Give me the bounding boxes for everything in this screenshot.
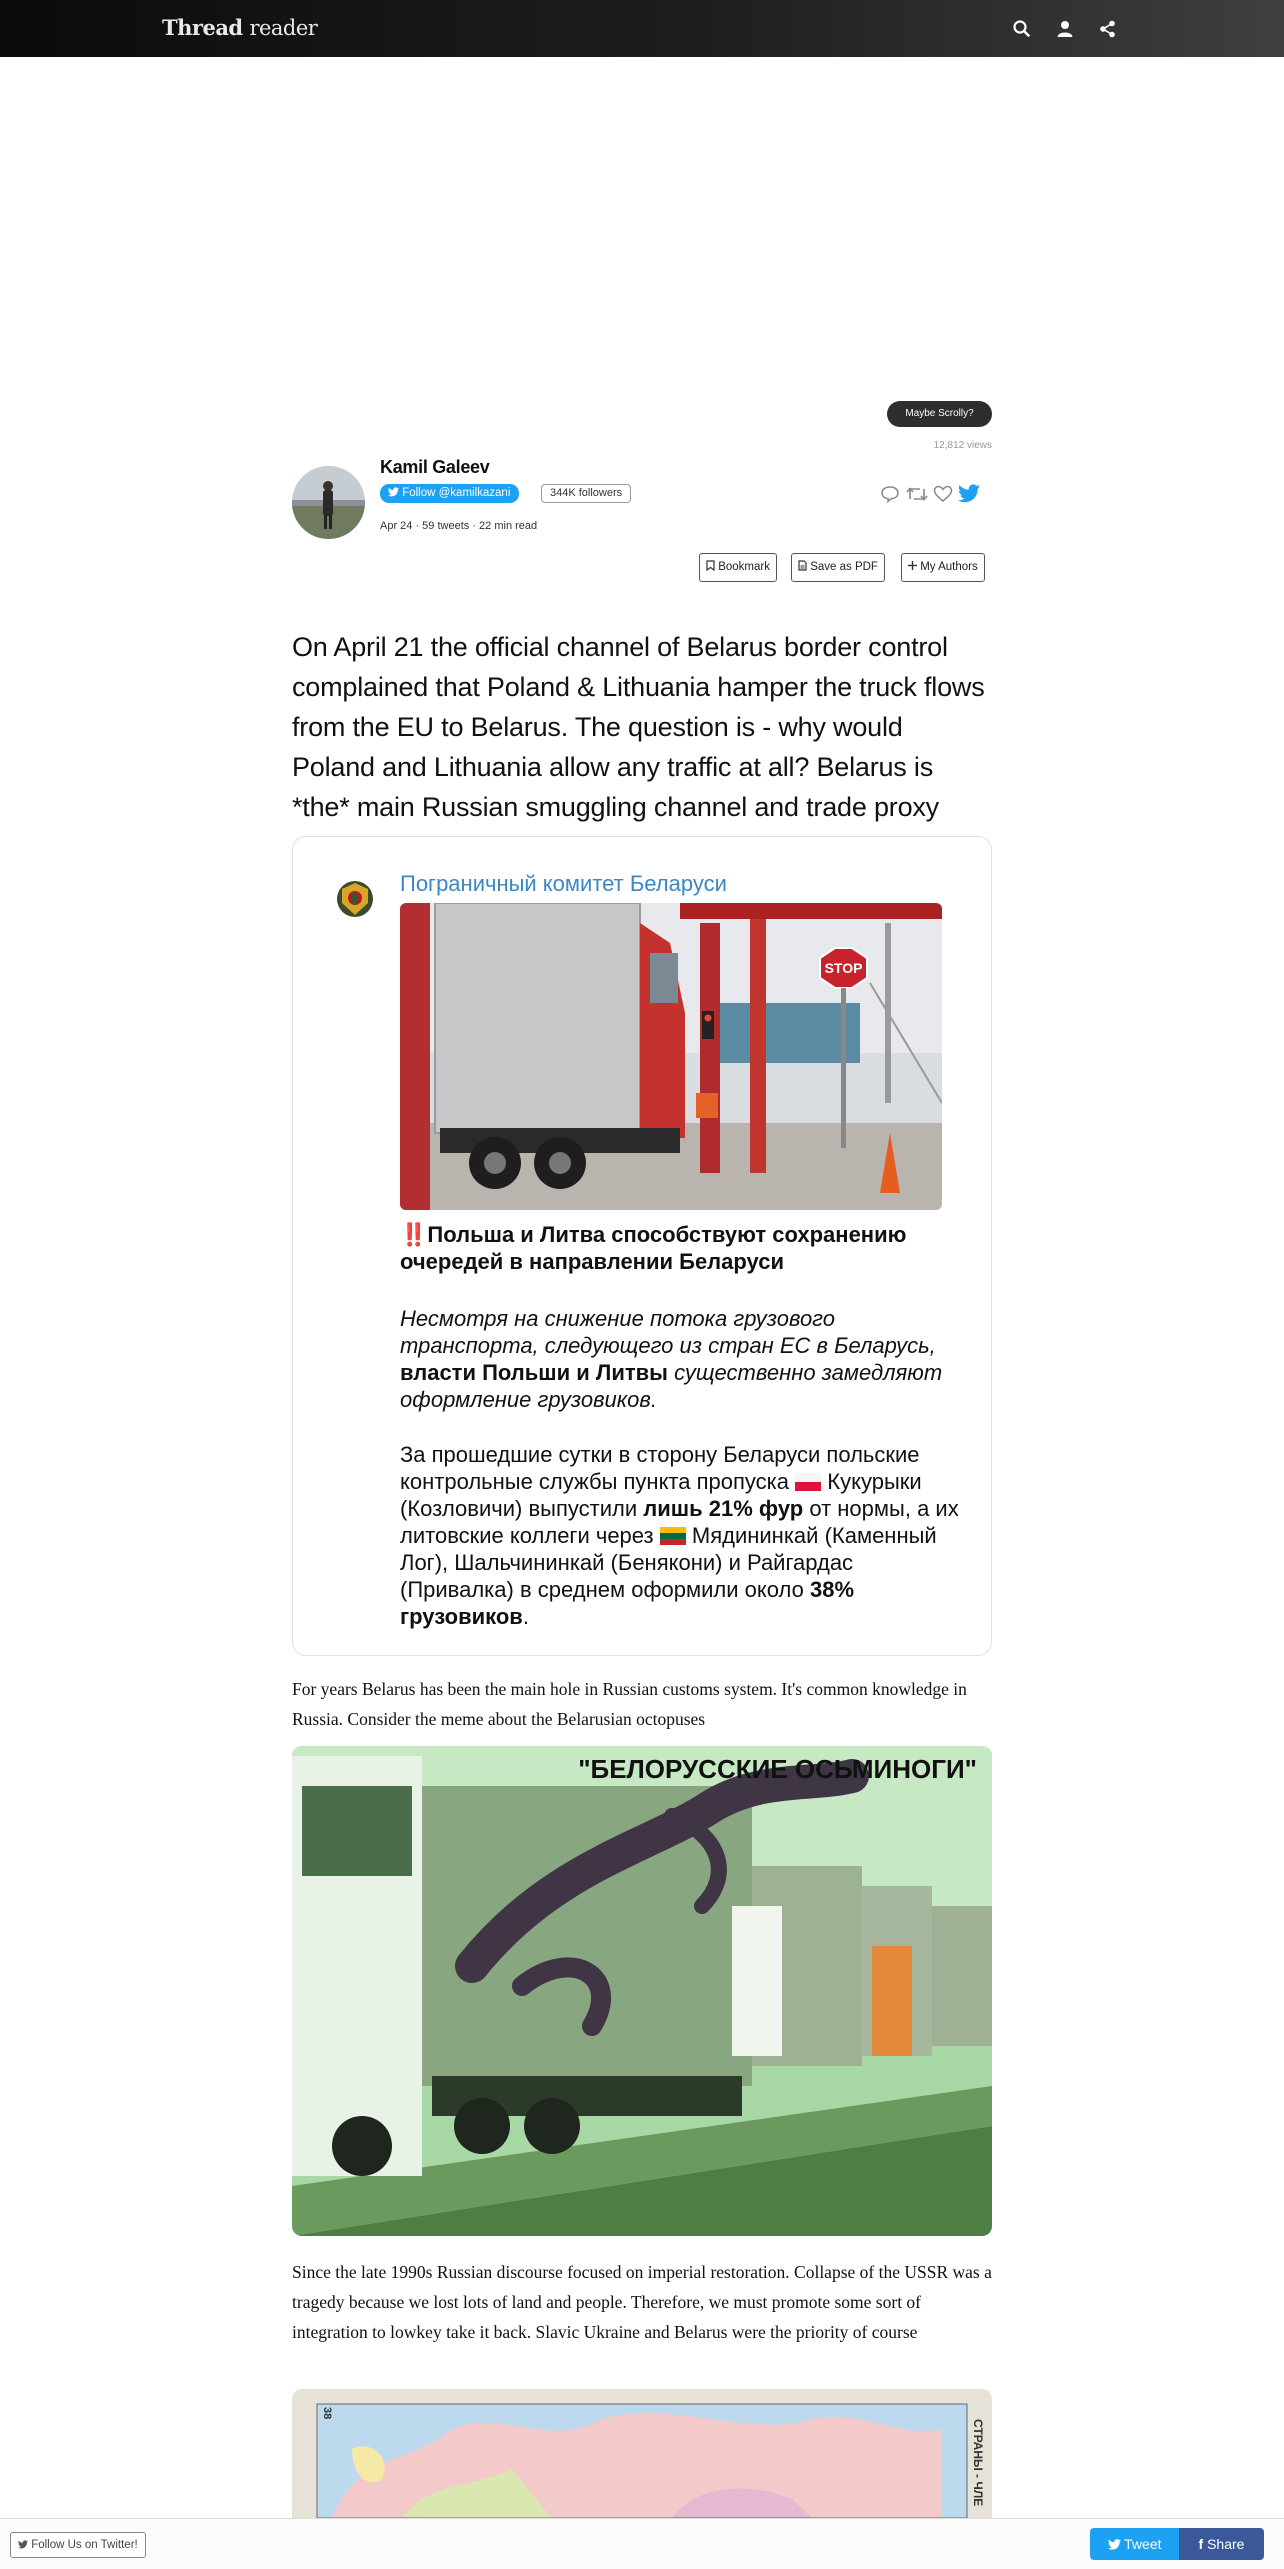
card-p2-a: За прошедшие сутки в сторону Беларуси польские контрольные службы пункта пропуска [400, 1442, 920, 1494]
card-p2-e: Мядининкай (Каменный Лог), Шальчининкай (Бенякони) и Райгардас (Привалка) в среднем оформили около [400, 1523, 937, 1602]
facebook-icon: f [1198, 2536, 1204, 2552]
logo-bold: Thread [162, 15, 243, 40]
bookmark-icon [706, 560, 715, 571]
reply-icon[interactable] [880, 485, 900, 503]
lead-tweet-text: On April 21 the official channel of Belarus border control complained that Poland & Lithuania hamper the truck flows from the EU to Belarus. The question is - why would Poland and Lithuania allow any traffic at all? Belarus is *the* main Russian smuggling channel and trade proxy [292, 632, 985, 822]
card-p1-a: Несмотря на снижение потока грузового транспорта, следующего из стран ЕС в Беларусь, [400, 1306, 936, 1358]
view-count: 12,812 views [933, 440, 992, 451]
twitter-bird-icon [1108, 2539, 1121, 2550]
bookmark-button[interactable] [699, 553, 777, 582]
tweet-button[interactable] [1090, 2528, 1179, 2560]
card-headline-text: Польша и Литва способствуют сохранению очередей в направлении Беларуси [400, 1222, 907, 1274]
author-name[interactable]: Kamil Galeev [380, 457, 490, 477]
stop-sign-text: STOP [824, 960, 863, 976]
poland-flag-icon [795, 1473, 821, 1491]
my-authors-button[interactable] [901, 553, 985, 582]
map-side-text: СТРАНЫ - ЧЛЕ [971, 2419, 985, 2507]
threadreader-logo[interactable] [162, 15, 317, 40]
file-pdf-icon [798, 560, 807, 571]
search-icon[interactable] [1011, 18, 1033, 40]
user-icon[interactable] [1054, 18, 1076, 40]
card-p1-b: власти Польши и Литвы [400, 1360, 668, 1385]
share-label: Share [1207, 2536, 1245, 2552]
avatar-photo [292, 466, 365, 539]
card-p2-c: лишь 21% фур [643, 1496, 804, 1521]
map-image [292, 2389, 992, 2518]
plus-icon [908, 561, 917, 570]
save-pdf-button[interactable] [791, 553, 885, 582]
facebook-share-button[interactable] [1179, 2528, 1264, 2560]
twitter-bird-icon [388, 487, 399, 497]
alert-icon: ‼️ [400, 1222, 428, 1247]
my-authors-label: My Authors [920, 561, 978, 573]
author-avatar[interactable] [292, 466, 365, 539]
tweet-text-2: For years Belarus has been the main hole in Russian customs system. It's common knowledge in Russia. Consider the meme about the Belarusian octopuses [292, 1679, 967, 1729]
tweet-label: Tweet [1124, 2536, 1162, 2552]
card-p1-c: существенно замедляют оформление грузовиков. [400, 1360, 943, 1412]
card-p2-g: . [522, 1604, 529, 1629]
retweet-icon[interactable] [906, 485, 928, 503]
bottom-share-bar [0, 2518, 1284, 2569]
card-paragraph-1 [400, 1305, 960, 1413]
share-icon[interactable] [1097, 18, 1119, 40]
tweet-text-3: Since the late 1990s Russian discourse focused on imperial restoration. Collapse of the USSR was a tragedy because we lost lots of land and people. Therefore, we must promote some sort of integration to lowkey take it back. Slavic Ukraine and Belarus were the priority of course [292, 2262, 992, 2342]
follow-us-twitter-button[interactable] [10, 2532, 146, 2558]
like-icon[interactable] [933, 485, 953, 503]
card-p2-b: Кукурыки (Козловичи) выпустили [400, 1469, 922, 1521]
lithuania-flag-icon [660, 1527, 686, 1545]
maybe-scrolly-button[interactable]: Maybe Scrolly? [887, 401, 992, 427]
border-committee-emblem [335, 879, 375, 919]
twitter-icon[interactable] [958, 484, 980, 503]
save-pdf-label: Save as PDF [810, 561, 878, 573]
card-p2-f: 38% грузовиков [400, 1577, 855, 1629]
follow-label: Follow @kamilkazani [402, 487, 511, 499]
followers-badge: 344K followers [541, 484, 631, 503]
embedded-post-card [292, 836, 992, 1656]
top-nav-bar [0, 0, 1284, 57]
map-corner-number: 38 [321, 2407, 333, 2420]
card-paragraph-2 [400, 1441, 960, 1630]
follow-us-label: Follow Us on Twitter! [31, 2539, 138, 2551]
card-p2-d: от нормы, а их литовские коллеги через [400, 1496, 959, 1548]
twitter-bird-icon [18, 2540, 28, 2549]
border-checkpoint-photo [400, 903, 942, 1210]
octopus-meme-image [292, 1746, 992, 2236]
card-headline [400, 1221, 960, 1275]
thread-meta: Apr 24 · 59 tweets · 22 min read [380, 520, 538, 532]
card-channel-name: Пограничный комитет Беларуси [400, 871, 727, 896]
follow-author-button[interactable] [380, 484, 519, 503]
meme-caption: "БЕЛОРУССКИЕ ОСЬМИНОГИ" [578, 1754, 977, 1784]
logo-rest: reader [249, 16, 318, 40]
bookmark-label: Bookmark [718, 561, 770, 573]
